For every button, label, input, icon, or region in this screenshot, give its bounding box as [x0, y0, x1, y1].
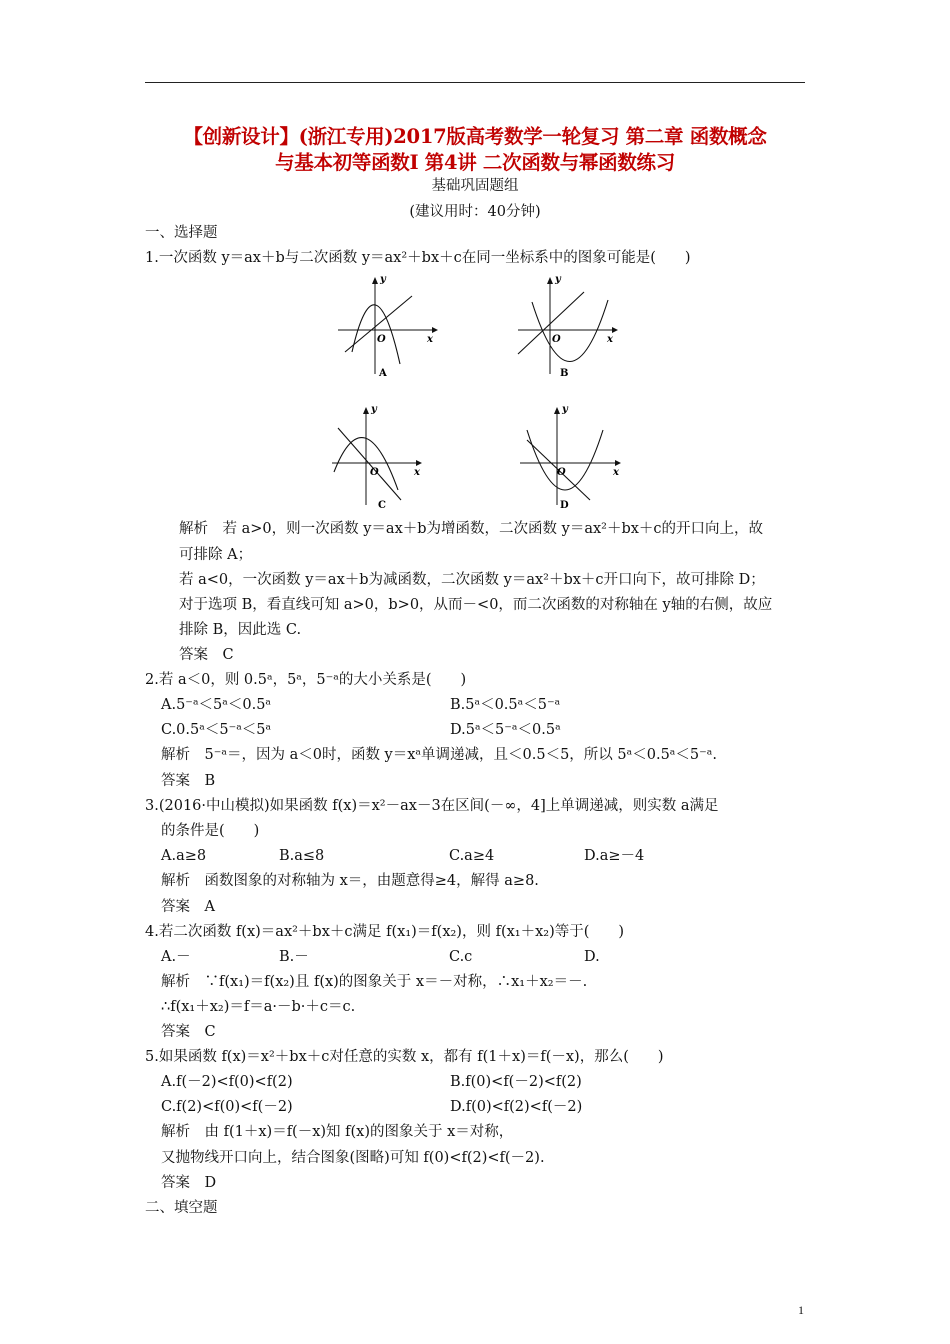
graph-b-y-label: y [555, 274, 561, 285]
q5-analysis-line1: 解析 由 f(1＋x)＝f(－x)知 f(x)的图象关于 x＝对称， [161, 1124, 514, 1140]
q4-option-d: D. [584, 949, 600, 965]
graph-a [330, 272, 440, 382]
q2-stem: 2.若 a＜0，则 0.5ᵃ，5ᵃ，5⁻ᵃ的大小关系是( ) [145, 672, 467, 688]
q3-option-a: A.a≥8 [161, 848, 207, 864]
time-note: (建议用时：40分钟) [409, 204, 541, 220]
q2-option-d: D.5ᵃ＜5⁻ᵃ＜0.5ᵃ [450, 722, 561, 738]
graph-a-x-label: x [427, 334, 433, 345]
q4-answer: 答案 C [161, 1024, 216, 1040]
graph-a-caption: A [379, 368, 387, 379]
graph-b-origin-label: O [552, 334, 561, 345]
q4-option-b: B.－ [279, 949, 309, 965]
graph-c-origin-label: O [370, 467, 379, 478]
q1-analysis-line3: 若 a<0，一次函数 y＝ax＋b为减函数，二次函数 y＝ax²＋bx＋c开口向下，故可排除 D； [179, 572, 765, 588]
graph-d-caption: D [560, 500, 569, 511]
q1-analysis-line1: 解析 若 a>0，则一次函数 y＝ax＋b为增函数，二次函数 y＝ax²＋bx＋c的开口向上，故 [179, 521, 764, 537]
graph-d-origin-label: O [557, 467, 566, 478]
graph-d-y-label: y [562, 404, 568, 415]
graph-c-y-label: y [371, 404, 377, 415]
q4-option-c: C.c [449, 949, 473, 965]
graph-c-caption: C [378, 500, 386, 511]
q5-option-d: D.f(0)<f(2)<f(－2) [450, 1099, 583, 1115]
document-title-line1: 【创新设计】(浙江专用)2017版高考数学一轮复习 第二章 函数概念 [183, 125, 767, 148]
subtitle: 基础巩固题组 [431, 178, 519, 194]
q2-answer: 答案 B [161, 773, 216, 789]
q5-option-a: A.f(－2)<f(0)<f(2) [161, 1074, 293, 1090]
graph-d [515, 400, 625, 515]
graph-d-x-label: x [613, 467, 619, 478]
document-title-line2: 与基本初等函数Ⅰ 第4讲 二次函数与幂函数练习 [275, 151, 675, 174]
q2-option-b: B.5ᵃ＜0.5ᵃ＜5⁻ᵃ [450, 697, 561, 713]
graph-b [510, 272, 620, 382]
q5-stem: 5.如果函数 f(x)＝x²＋bx＋c对任意的实数 x，都有 f(1＋x)＝f(－x)，那么( ) [145, 1049, 664, 1065]
q5-answer: 答案 D [161, 1175, 217, 1191]
q1-analysis-line4: 对于选项 B，看直线可知 a>0，b>0，从而－<0，而二次函数的对称轴在 y轴的右侧，故应 [179, 597, 773, 613]
q4-analysis-line2: ∴f(x₁＋x₂)＝f＝a·－b·＋c＝c. [161, 999, 356, 1015]
q2-option-c: C.0.5ᵃ＜5⁻ᵃ＜5ᵃ [161, 722, 272, 738]
graph-c [326, 400, 436, 515]
q1-analysis-line2: 可排除 A； [179, 547, 253, 563]
graph-c-x-label: x [414, 467, 420, 478]
graph-a-y-label: y [380, 274, 386, 285]
q1-answer: 答案 C [179, 647, 234, 663]
q3-analysis: 解析 函数图象的对称轴为 x＝，由题意得≥4，解得 a≥8. [161, 873, 539, 889]
section-heading-choice: 一、选择题 [145, 225, 218, 241]
q5-option-c: C.f(2)<f(0)<f(－2) [161, 1099, 293, 1115]
graph-a-origin-label: O [377, 334, 386, 345]
section-heading-fill: 二、填空题 [145, 1200, 218, 1216]
q5-option-b: B.f(0)<f(－2)<f(2) [450, 1074, 582, 1090]
q3-option-c: C.a≥4 [449, 848, 495, 864]
graph-b-caption: B [560, 368, 569, 379]
q3-option-d: D.a≥－4 [584, 848, 645, 864]
graph-b-x-label: x [607, 334, 613, 345]
q2-option-a: A.5⁻ᵃ＜5ᵃ＜0.5ᵃ [161, 697, 272, 713]
q4-analysis-line1: 解析 ∵f(x₁)＝f(x₂)且 f(x)的图象关于 x＝－对称，∴x₁＋x₂＝－. [161, 974, 588, 990]
q3-stem-line1: 3.(2016·中山模拟)如果函数 f(x)＝x²－ax－3在区间(－∞，4]上单调递减，则实数 a满足 [145, 798, 719, 814]
q1-analysis-line5: 排除 B，因此选 C. [179, 622, 302, 638]
q5-analysis-line2: 又抛物线开口向上，结合图象(图略)可知 f(0)<f(2)<f(－2). [161, 1150, 545, 1166]
q4-stem: 4.若二次函数 f(x)＝ax²＋bx＋c满足 f(x₁)＝f(x₂)，则 f(x₁＋x₂)等于( ) [145, 924, 625, 940]
q4-option-a: A.－ [161, 949, 191, 965]
q3-answer: 答案 A [161, 899, 215, 915]
page-number: 1 [798, 1303, 804, 1317]
q3-option-b: B.a≤8 [279, 848, 325, 864]
q3-stem-line2: 的条件是( ) [161, 823, 260, 839]
q2-analysis: 解析 5⁻ᵃ＝，因为 a＜0时，函数 y＝xᵃ单调递减，且＜0.5＜5，所以 5ᵃ＜0.5ᵃ＜5⁻ᵃ. [161, 747, 717, 763]
q1-stem: 1.一次函数 y＝ax＋b与二次函数 y＝ax²＋bx＋c在同一坐标系中的图象可能是( ) [145, 250, 691, 266]
header-rule [145, 82, 805, 83]
